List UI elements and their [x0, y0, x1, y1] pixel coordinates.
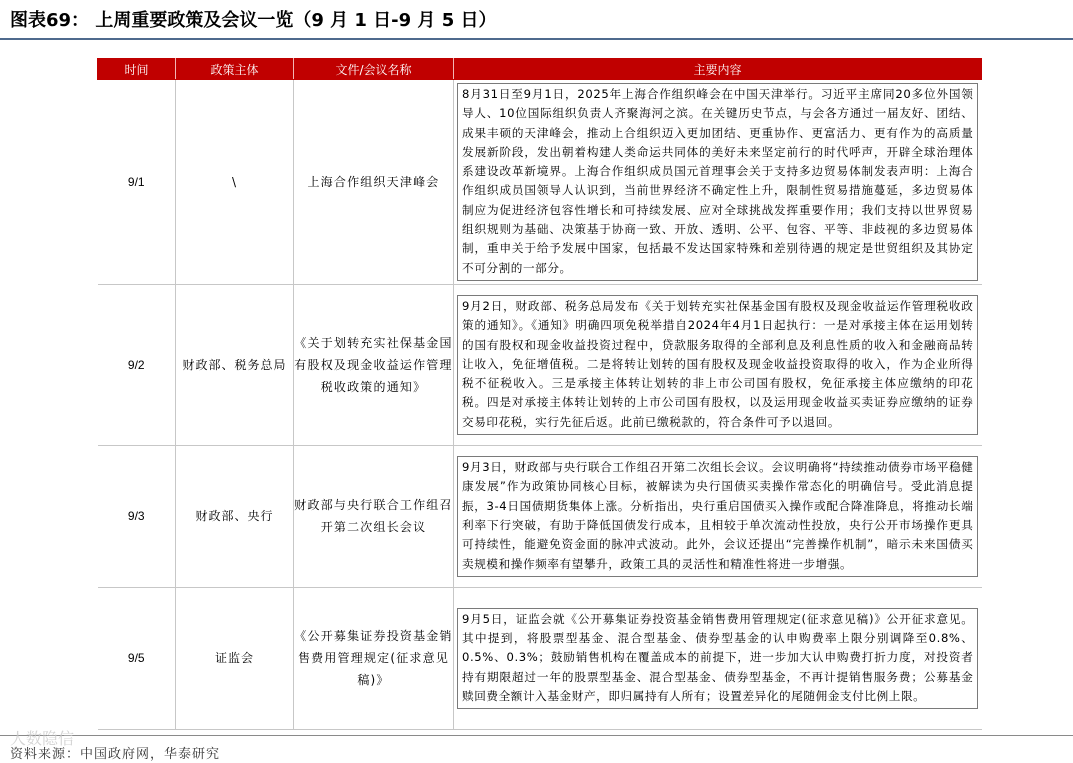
policy-table: [97, 58, 982, 730]
footer-divider: [0, 735, 1073, 736]
table-header-row: [98, 59, 982, 80]
row-date: 9/1: [98, 80, 176, 285]
row-content: 8月31日至9月1日，2025年上海合作组织峰会在中国天津举行。习近平主席同20多位外国领导人、10位国际组织负责人齐聚海河之滨。在关键历史节点，与会各方通过一届友好、团结、成果丰硕的天津峰会，推动上合组织迈入更加团结、更重协作、更富活力、更有作为的高质量发展新阶段，发出朝着构建人类命运共同体的美好未来坚定前行的时代呼声，开辟全球治理体系建设改革新境界。上海合作组织成员国元首理事会关于支持多边贸易体制发表声明：上海合作组织成员国领导人认识到，当前世界经济不确定性上升，限制性贸易措施蔓延，多边贸易体制应为促进经济包容性增长和可持续发展、应对全球挑战发挥重要作用；我们支持以世界贸易组织规则为基础、决策基于协商一致、开放、透明、公平、包容、平等、非歧视的多边贸易体制，重申关于给予发展中国家，包括最不发达国家特殊和差别待遇的规定是世贸组织及其协定不可分割的一部分。: [457, 83, 978, 281]
row-doc-name: 《关于划转充实社保基金国有股权及现金收益运作管理税收政策的通知》: [294, 284, 454, 445]
watermark: 人数隐信: [10, 729, 75, 748]
row-doc-name: 《公开募集证券投资基金销售费用管理规定(征求意见稿)》: [294, 587, 454, 729]
header-time: 时间: [98, 59, 176, 80]
row-content: 9月3日，财政部与央行联合工作组召开第二次组长会议。会议明确将“持续推动债券市场平稳健康发展”作为政策协同核心目标，被解读为央行国债买卖操作常态化的明确信号。受此消息提振，3-4日国债期货集体上涨。分析指出，央行重启国债买入操作或配合降准降息，将推动长端利率下行突破，有助于降低国债发行成本，且相较于单次流动性投放，央行公开市场操作更具可持续性，能避免资金面的脉冲式波动。此外，会议还提出“完善操作机制”，暗示未来国债买卖规模和操作频率有望攀升，政策工具的灵活性和精准性将进一步增强。: [457, 456, 978, 577]
row-subject: 财政部、央行: [176, 445, 294, 587]
row-subject: 证监会: [176, 587, 294, 729]
row-subject: 财政部、税务总局: [176, 284, 294, 445]
row-date: 9/3: [98, 445, 176, 587]
row-date: 9/2: [98, 284, 176, 445]
row-content: 9月5日，证监会就《公开募集证券投资基金销售费用管理规定(征求意见稿)》公开征求意见。其中提到，将股票型基金、混合型基金、债券型基金的认申购费率上限分别调降至0.8%、0.5%、0.3%；鼓励销售机构在覆盖成本的前提下，进一步加大认申购费打折力度，对投资者持有期限超过一年的股票型基金、混合型基金、债券型基金，不再计提销售服务费；公募基金赎回费全额计入基金财产，即归属持有人所有；设置差异化的尾随佣金支付比例上限。: [457, 608, 978, 709]
table-row: [98, 284, 982, 445]
title-divider: [0, 38, 1073, 40]
row-doc-name: 财政部与央行联合工作组召开第二次组长会议: [294, 445, 454, 587]
header-doc: 文件/会议名称: [294, 59, 454, 80]
row-subject: \: [176, 80, 294, 285]
table-row: [98, 445, 982, 587]
row-content: 9月2日，财政部、税务总局发布《关于划转充实社保基金国有股权及现金收益运作管理税收政策的通知》。《通知》明确四项免税举措自2024年4月1日起执行：一是对承接主体在运用划转的国有股权和现金收益投资过程中，贷款服务取得的全部利息及利息性质的收入和金融商品转让收入，免征增值税。二是将转让划转的国有股权及现金收益投资取得的收入，作为企业所得税不征税收入。三是承接主体转让划转的非上市公司国有股权，免征承接主体应缴纳的印花税。四是对承接主体转让划转的上市公司国有股权，以及运用现金收益买卖证券应缴纳的证券交易印花税，实行先征后返。此前已缴税款的，符合条件可予以退回。: [457, 295, 978, 435]
page-title: 图表69： 上周重要政策及会议一览（9 月 1 日-9 月 5 日）: [10, 10, 497, 31]
table-row: [98, 80, 982, 285]
source-note: 资料来源：中国政府网，华泰研究: [10, 747, 221, 762]
row-doc-name: 上海合作组织天津峰会: [294, 80, 454, 285]
header-content: 主要内容: [454, 59, 982, 80]
row-date: 9/5: [98, 587, 176, 729]
table-row: [98, 587, 982, 729]
header-subject: 政策主体: [176, 59, 294, 80]
